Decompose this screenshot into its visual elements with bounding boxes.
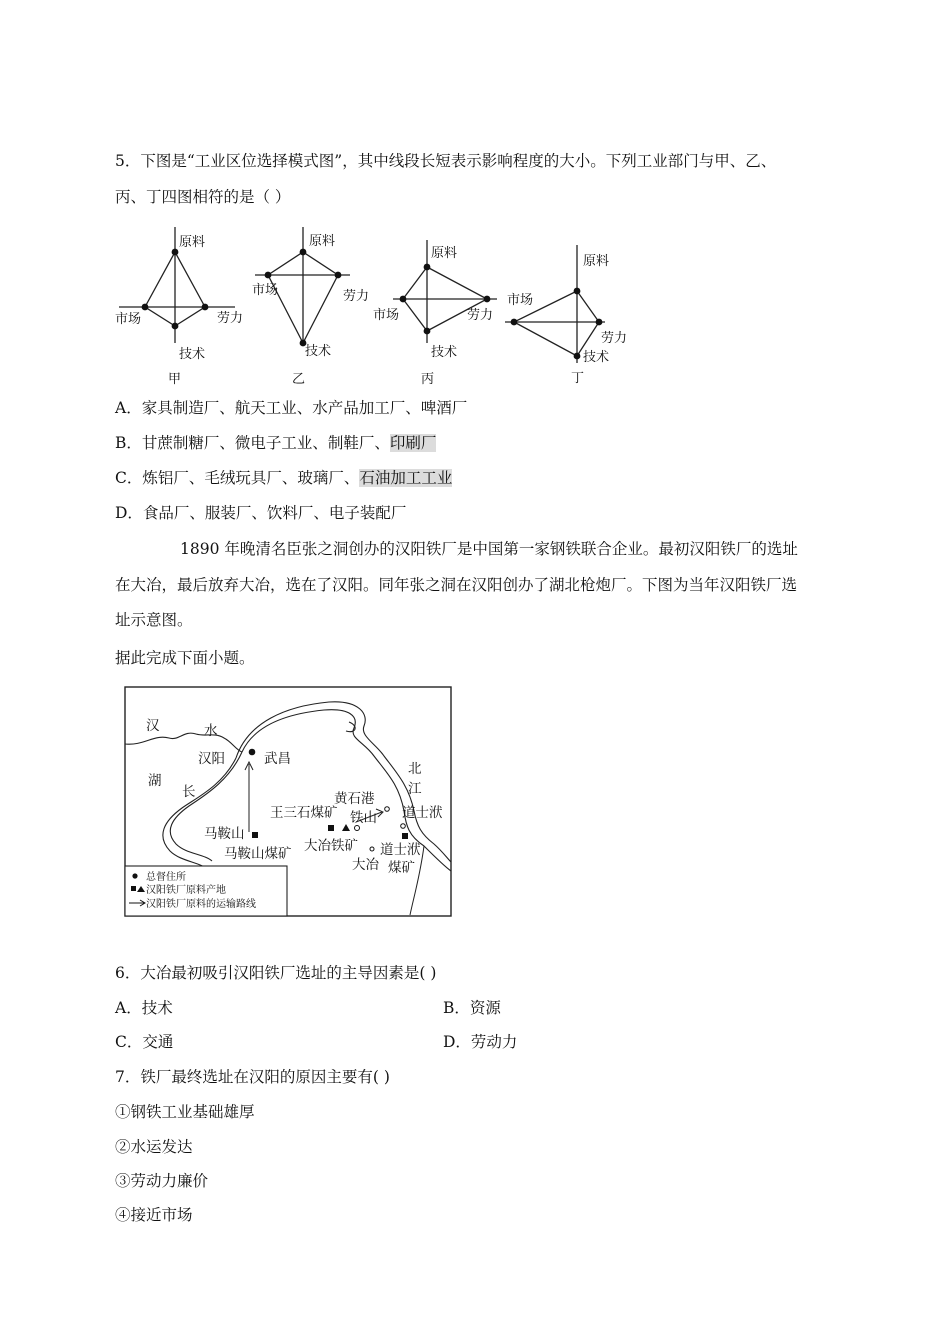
svg-text:黄石港: 黄石港 (334, 791, 375, 807)
q5-option-c: C．炼铝厂、毛绒玩具厂、玻璃厂、石油加工工业 (115, 469, 453, 487)
svg-text:技术: 技术 (179, 347, 206, 362)
q7-item-4: ④接近市场 (115, 1206, 193, 1224)
svg-text:原料: 原料 (179, 235, 206, 250)
q7-item-3: ③劳动力廉价 (115, 1172, 209, 1190)
svg-text:劳力: 劳力 (601, 331, 628, 346)
svg-text:铁山: 铁山 (350, 810, 377, 826)
svg-text:道士洑: 道士洑 (380, 842, 421, 858)
svg-text:市场: 市场 (252, 283, 279, 298)
q6-option-c: C．交通 (115, 1033, 174, 1051)
svg-text:江: 江 (408, 781, 422, 797)
svg-text:劳力: 劳力 (343, 289, 370, 304)
passage-line1: 1890 年晚清名臣张之洞创办的汉阳铁厂是中国第一家钢铁联合企业。最初汉阳铁厂的选址 (180, 540, 798, 558)
svg-text:长: 长 (182, 784, 196, 800)
passage-line2: 在大冶，最后放弃大冶，选在了汉阳。同年张之洞在汉阳创办了湖北枪炮厂。下图为当年汉阳铁厂选 (115, 576, 798, 594)
governor-residence-dot (249, 749, 256, 756)
q5-option-a: A．家具制造厂、航天工业、水产品加工厂、啤酒厂 (115, 399, 468, 417)
svg-text:王三石煤矿: 王三石煤矿 (270, 805, 338, 821)
location-diagrams (105, 215, 645, 395)
passage-line3: 址示意图。 (115, 611, 193, 629)
q5-stem-line2: 丙、丁四图相符的是（ ） (115, 188, 291, 206)
svg-text:北: 北 (408, 761, 422, 777)
svg-text:湖: 湖 (148, 773, 162, 789)
svg-text:武昌: 武昌 (264, 751, 291, 767)
q7-item-1: ①钢铁工业基础雄厚 (115, 1103, 255, 1121)
svg-text:煤矿: 煤矿 (388, 860, 415, 876)
svg-text:技术: 技术 (305, 344, 332, 359)
svg-text:马鞍山煤矿: 马鞍山煤矿 (224, 846, 292, 862)
q7-item-2: ②水运发达 (115, 1138, 193, 1156)
svg-text:技术: 技术 (583, 350, 610, 365)
svg-text:劳力: 劳力 (467, 308, 494, 323)
svg-text:市场: 市场 (507, 293, 534, 308)
svg-text:原料: 原料 (431, 246, 458, 261)
svg-text:劳力: 劳力 (217, 311, 244, 326)
diagram-name-ding: 丁 (571, 371, 585, 386)
svg-text:原料: 原料 (309, 234, 336, 249)
svg-text:原料: 原料 (583, 254, 610, 269)
svg-text:市场: 市场 (115, 312, 142, 327)
diagram-name-bing: 丙 (421, 372, 435, 387)
daoshifu-mine-marker (402, 833, 408, 839)
svg-text:汉阳: 汉阳 (198, 751, 225, 767)
q6-option-a: A．技术 (115, 999, 173, 1017)
svg-text:水: 水 (204, 723, 218, 739)
svg-text:总督住所: 总督住所 (146, 872, 186, 883)
q6-option-d: D．劳动力 (443, 1033, 518, 1051)
diagram-name-jia: 甲 (168, 372, 182, 387)
q6-stem: 6．大冶最初吸引汉阳铁厂选址的主导因素是( ) (115, 964, 437, 982)
svg-text:大冶铁矿: 大冶铁矿 (304, 838, 358, 854)
svg-text:市场: 市场 (373, 308, 400, 323)
svg-text:汉阳铁厂原料产地: 汉阳铁厂原料产地 (146, 885, 226, 896)
raw-dot-jia (172, 249, 179, 256)
hanyang-ironworks-map (124, 686, 454, 919)
passage-line4: 据此完成下面小题。 (115, 649, 255, 667)
svg-text:技术: 技术 (431, 345, 458, 360)
q5-option-b: B．甘蔗制糖厂、微电子工业、制鞋厂、印刷厂 (115, 434, 437, 452)
svg-text:汉阳铁厂原料的运输路线: 汉阳铁厂原料的运输路线 (146, 899, 256, 910)
diagram-name-yi: 乙 (292, 372, 306, 387)
svg-text:汉: 汉 (146, 718, 160, 734)
q7-stem: 7．铁厂最终选址在汉阳的原因主要有( ) (115, 1068, 390, 1086)
svg-text:道士洑: 道士洑 (402, 805, 443, 821)
svg-text:大冶: 大冶 (352, 857, 379, 873)
q6-option-b: B．资源 (443, 999, 501, 1017)
svg-text:马鞍山: 马鞍山 (204, 826, 245, 842)
q5-option-d: D．食品厂、服装厂、饮料厂、电子装配厂 (115, 504, 407, 522)
wangsanshi-mine-marker (328, 825, 334, 831)
q5-stem-line1: 5．下图是“工业区位选择模式图”，其中线段长短表示影响程度的大小。下列工业部门与甲、乙、 (115, 152, 777, 170)
maanshan-mine-marker (252, 832, 258, 838)
